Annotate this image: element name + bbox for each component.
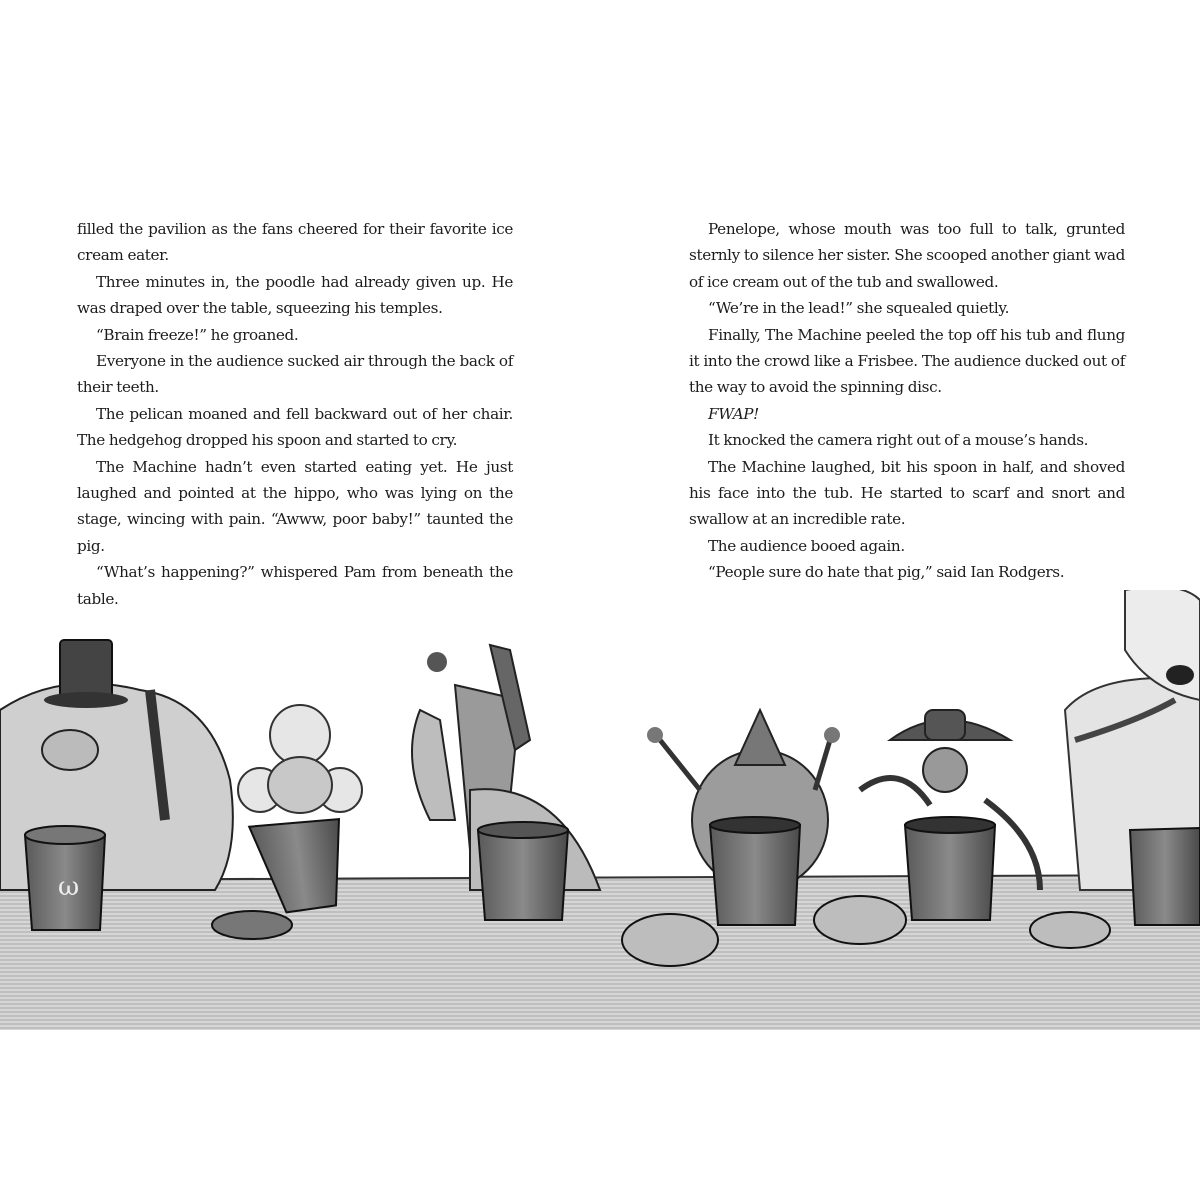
paragraph: Three minutes in, the poodle had already given up. He was draped over the table, squeezing his temples. xyxy=(77,272,513,318)
poodle-character xyxy=(238,705,362,813)
right-page-text xyxy=(689,216,1125,586)
paragraph: “What’s happening?” whispered Pam from beneath the table. xyxy=(77,563,513,608)
paragraph: “People sure do hate that pig,” said Ian Rodgers. xyxy=(708,563,1065,582)
paragraph: The Machine laughed, bit his spoon in half, and shoved his face into the tub. He started to scarf and snort and swallow at an incredible rate. xyxy=(689,457,1125,529)
ice-cream-tub xyxy=(478,822,568,920)
tub-lid xyxy=(814,896,906,944)
table xyxy=(0,875,1200,1050)
paragraph: Penelope, whose mouth was too full to talk, grunted sternly to silence her sister. She scooped another giant wad of ice cream out of the tub and swallowed. xyxy=(689,220,1125,291)
tub-lid xyxy=(212,911,292,939)
svg-text:ω: ω xyxy=(58,872,80,902)
sound-effect: FWAP! xyxy=(708,404,759,423)
paragraph: The pelican moaned and fell backward out of her chair. The hedgehog dropped his spoon and started to cry. xyxy=(77,404,513,450)
tub-lid xyxy=(1030,912,1110,948)
paragraph: Finally, The Machine peeled the top off his tub and flung it into the crowd like a Frisbee. The audience ducked out of the way to avoid the spinning disc. xyxy=(689,325,1125,397)
ice-cream-tub xyxy=(1130,828,1200,925)
paragraph: The Machine hadn’t even started eating yet. He just laughed and pointed at the hippo, who was lying on the stage, wincing with pain. “Awww, poor baby!” taunted the pig. xyxy=(77,457,513,555)
ice-cream-tub xyxy=(25,826,105,930)
contest-illustration xyxy=(0,590,1200,1050)
ice-cream-tub xyxy=(905,817,995,920)
tub-lid xyxy=(622,914,718,966)
paragraph: “Brain freeze!” he groaned. xyxy=(96,325,299,344)
paragraph: filled the pavilion as the fans cheered for their favorite ice cream eater. xyxy=(77,220,513,265)
left-page-text xyxy=(77,216,513,612)
paragraph: Everyone in the audience sucked air through the back of their teeth. xyxy=(77,352,513,397)
ice-cream-tub xyxy=(710,817,800,925)
paragraph: It knocked the camera right out of a mouse’s hands. xyxy=(708,431,1089,450)
paragraph: The audience booed again. xyxy=(708,536,905,555)
paragraph: “We’re in the lead!” she squealed quietly. xyxy=(708,299,1010,318)
